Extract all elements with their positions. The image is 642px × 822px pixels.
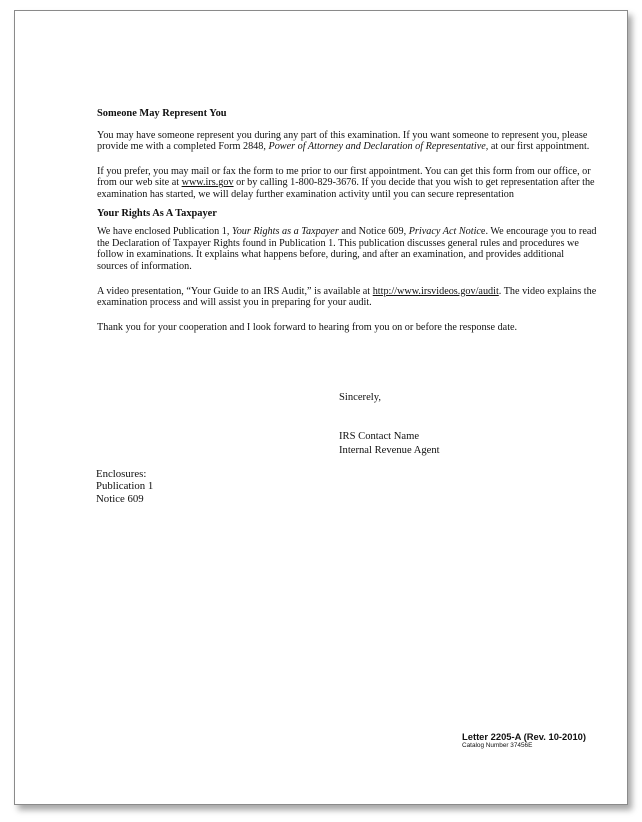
letter-form-number: Letter 2205-A (Rev. 10-2010) — [462, 731, 587, 742]
irs-website-link[interactable]: www.irs.gov — [181, 177, 234, 189]
heading-taxpayer-rights: Your Rights As A Taxpayer — [97, 207, 217, 219]
irs-video-link[interactable]: http://www.irsvideos.gov/audit — [372, 285, 499, 297]
enclosures-block — [96, 468, 153, 505]
paragraph-video — [97, 286, 597, 309]
text-run: We have enclosed Publication 1, — [97, 226, 232, 238]
closing-sincerely: Sincerely, — [339, 392, 381, 403]
notice-title-italic: Privacy Act Notic — [408, 226, 481, 238]
catalog-number: Catalog Number 37456E — [462, 742, 533, 749]
letter-page — [14, 10, 628, 805]
letter-body — [97, 108, 597, 333]
text-run: e. We encourage you to read the Declaration of Taxpayer Rights found in Publication 1. This publication discusses general rules and procedures we follow in examinations. It explains what happens before, during, and after an examination, and provides additional sources of information. — [97, 226, 597, 272]
contact-name: IRS Contact Name — [339, 431, 420, 442]
paragraph-representation — [97, 130, 597, 153]
contact-title: Internal Revenue Agent — [339, 445, 440, 456]
enclosure-item: Publication 1 — [96, 480, 154, 493]
paragraph-mail-fax — [97, 166, 597, 201]
enclosures-label: Enclosures: — [96, 468, 147, 480]
text-run: You may have someone represent you during any part of this examination. If you want someone to represent you, please provide me with a completed Form 2848, — [97, 129, 588, 153]
enclosure-item: Notice 609 — [96, 492, 144, 505]
text-run: and Notice 609, — [338, 226, 409, 238]
text-run: A video presentation, “Your Guide to an IRS Audit,” is available at — [97, 285, 373, 297]
text-run: If you prefer, you may mail or fax the form to me prior to our first appointment. You can get this form from our office, or from our web site at — [97, 165, 591, 189]
publication-title-italic: Your Rights as a Taxpayer — [231, 226, 339, 238]
text-run: or by calling 1-800-829-3676. If you decide that you wish to get representation after the examination has started, we will delay further examination activity until you can secure representation — [97, 177, 595, 200]
paragraph-thanks: Thank you for your cooperation and I look forward to hearing from you on or before the response date. — [97, 321, 518, 333]
text-run: . The video explains the examination process and will assist you in preparing for your audit. — [97, 285, 597, 309]
paragraph-publications — [97, 226, 597, 272]
text-run: at our first appointment. — [488, 141, 590, 153]
form-title-italic: Power of Attorney and Declaration of Representative, — [268, 141, 489, 153]
heading-representation: Someone May Represent You — [97, 108, 227, 119]
